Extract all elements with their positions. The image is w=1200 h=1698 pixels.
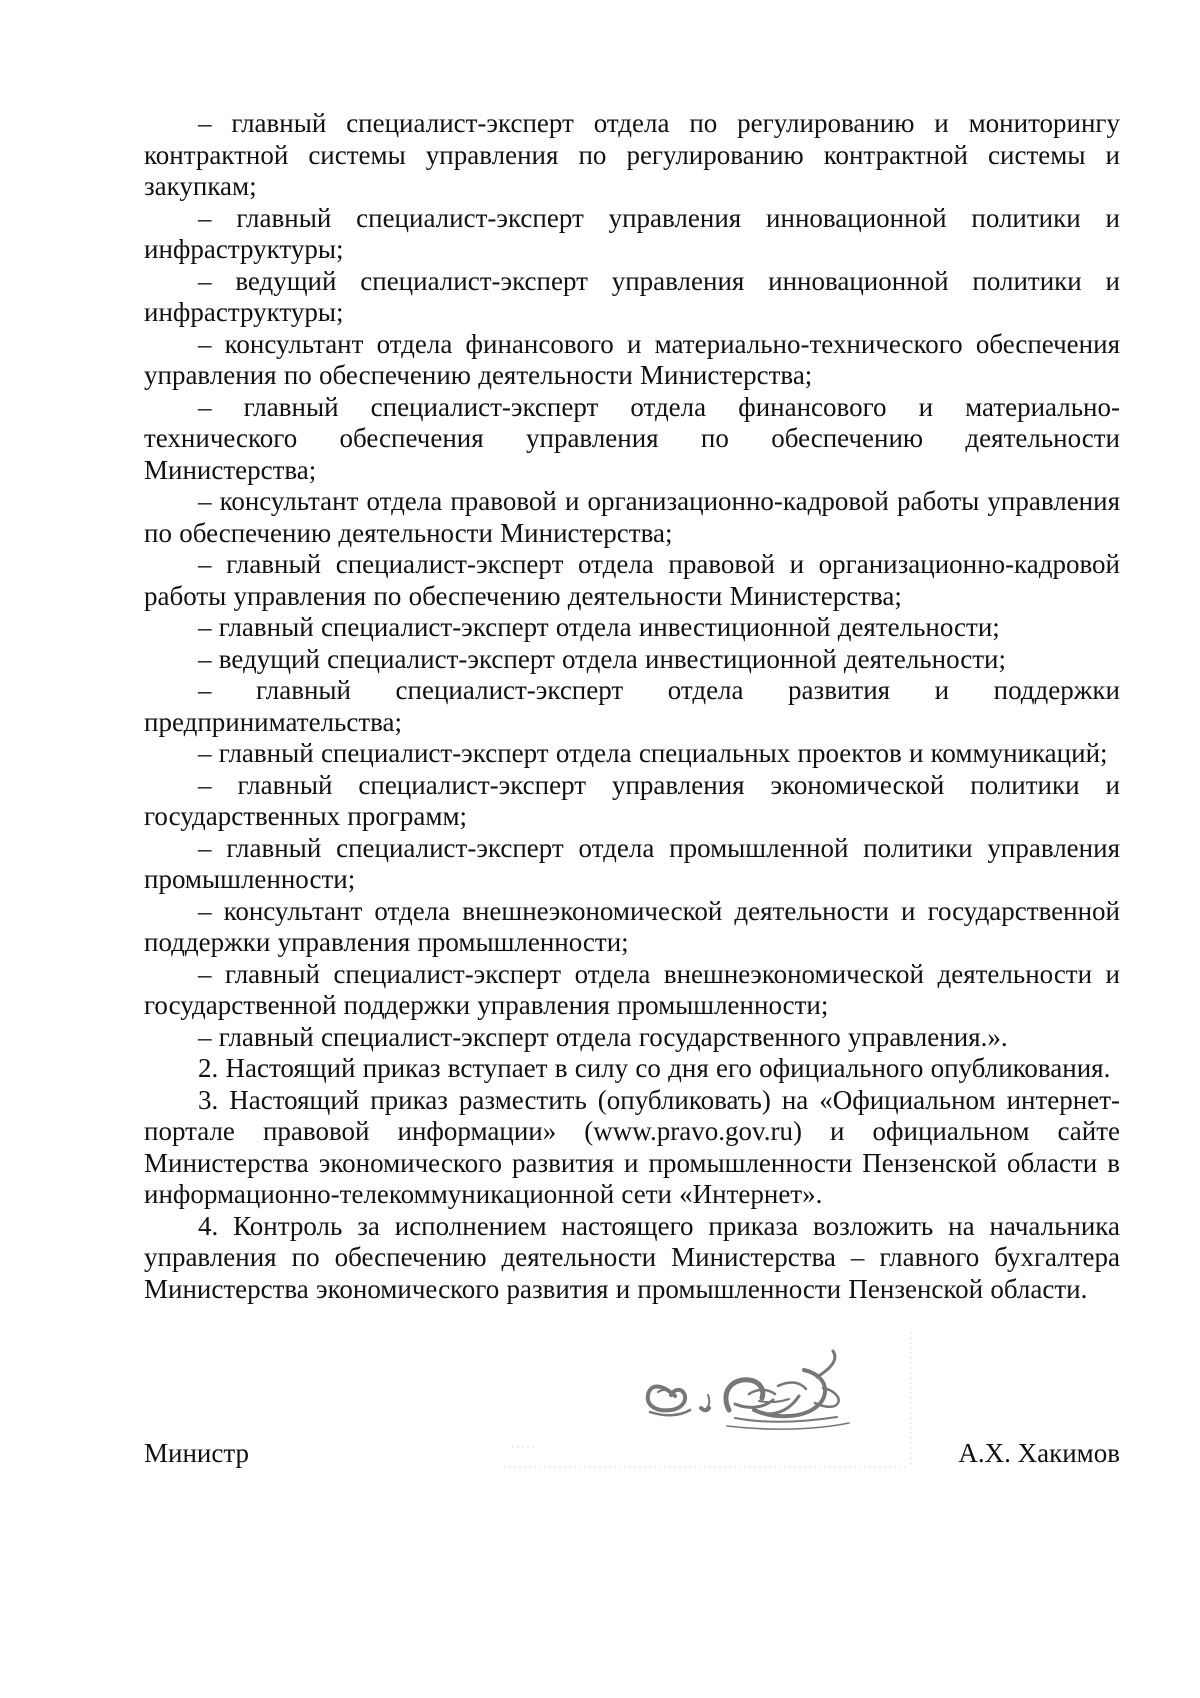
list-item: – консультант отдела правовой и организационно-кадровой работы управления по обеспечению деятельности Министерства; <box>144 486 1120 548</box>
list-item: – главный специалист-эксперт отдела финансового и материально-технического обеспечения управления по обеспечению деятельности Министерства; <box>144 391 1120 485</box>
list-item: – главный специалист-эксперт управления инновационной политики и инфраструктуры; <box>144 202 1120 264</box>
clause-3: 3. Настоящий приказ разместить (опубликовать) на «Официальном интернет-портале правовой информации» (www.pravo.gov.ru) и официальном сайте Министерства экономического развития и промышленности Пензенской области в информационно-телекоммуникационной сети «Интернет». <box>144 1084 1120 1209</box>
document-body <box>144 108 1120 1305</box>
list-item: – главный специалист-эксперт отдела инвестиционной деятельности; <box>198 612 1000 642</box>
list-item: – главный специалист-эксперт отдела государственного управления.». <box>198 1021 1008 1052</box>
clause-2: 2. Настоящий приказ вступает в силу со дня его официального опубликования. <box>198 1053 1111 1083</box>
list-item: – главный специалист-эксперт отдела развития и поддержки предпринимательства; <box>144 675 1120 737</box>
list-item: – ведущий специалист-эксперт отдела инвестиционной деятельности; <box>198 643 1006 674</box>
signatory-name: А.Х. Хакимов <box>958 1438 1120 1468</box>
signature-block <box>144 1330 1120 1470</box>
list-item: – главный специалист-эксперт отдела правовой и организационно-кадровой работы управления по обеспечению деятельности Министерства; <box>144 549 1120 611</box>
list-item: – ведущий специалист-эксперт управления инновационной политики и инфраструктуры; <box>144 265 1120 327</box>
list-item: – главный специалист-эксперт отдела внешнеэкономической деятельности и государственной поддержки управления промышленности; <box>144 958 1120 1020</box>
signatory-title: Министр <box>144 1438 249 1468</box>
list-item: – консультант отдела внешнеэкономической деятельности и государственной поддержки управления промышленности; <box>144 895 1120 957</box>
list-item: – главный специалист-эксперт отдела по регулированию и мониторингу контрактной системы управления по регулированию контрактной системы и закупкам; <box>144 108 1120 201</box>
handwritten-signature <box>499 1330 954 1475</box>
list-item: – главный специалист-эксперт управления экономической политики и государственных программ; <box>144 769 1120 831</box>
list-item: – консультант отдела финансового и материально-технического обеспечения управления по обеспечению деятельности Министерства; <box>144 328 1120 390</box>
list-item: – главный специалист-эксперт отдела промышленной политики управления промышленности; <box>144 832 1120 894</box>
clause-4: 4. Контроль за исполнением настоящего приказа возложить на начальника управления по обеспечению деятельности Министерства – главного бухгалтера Министерства экономического развития и промышленности Пензенской области. <box>144 1210 1120 1304</box>
list-item: – главный специалист-эксперт отдела специальных проектов и коммуникаций; <box>198 738 1108 768</box>
